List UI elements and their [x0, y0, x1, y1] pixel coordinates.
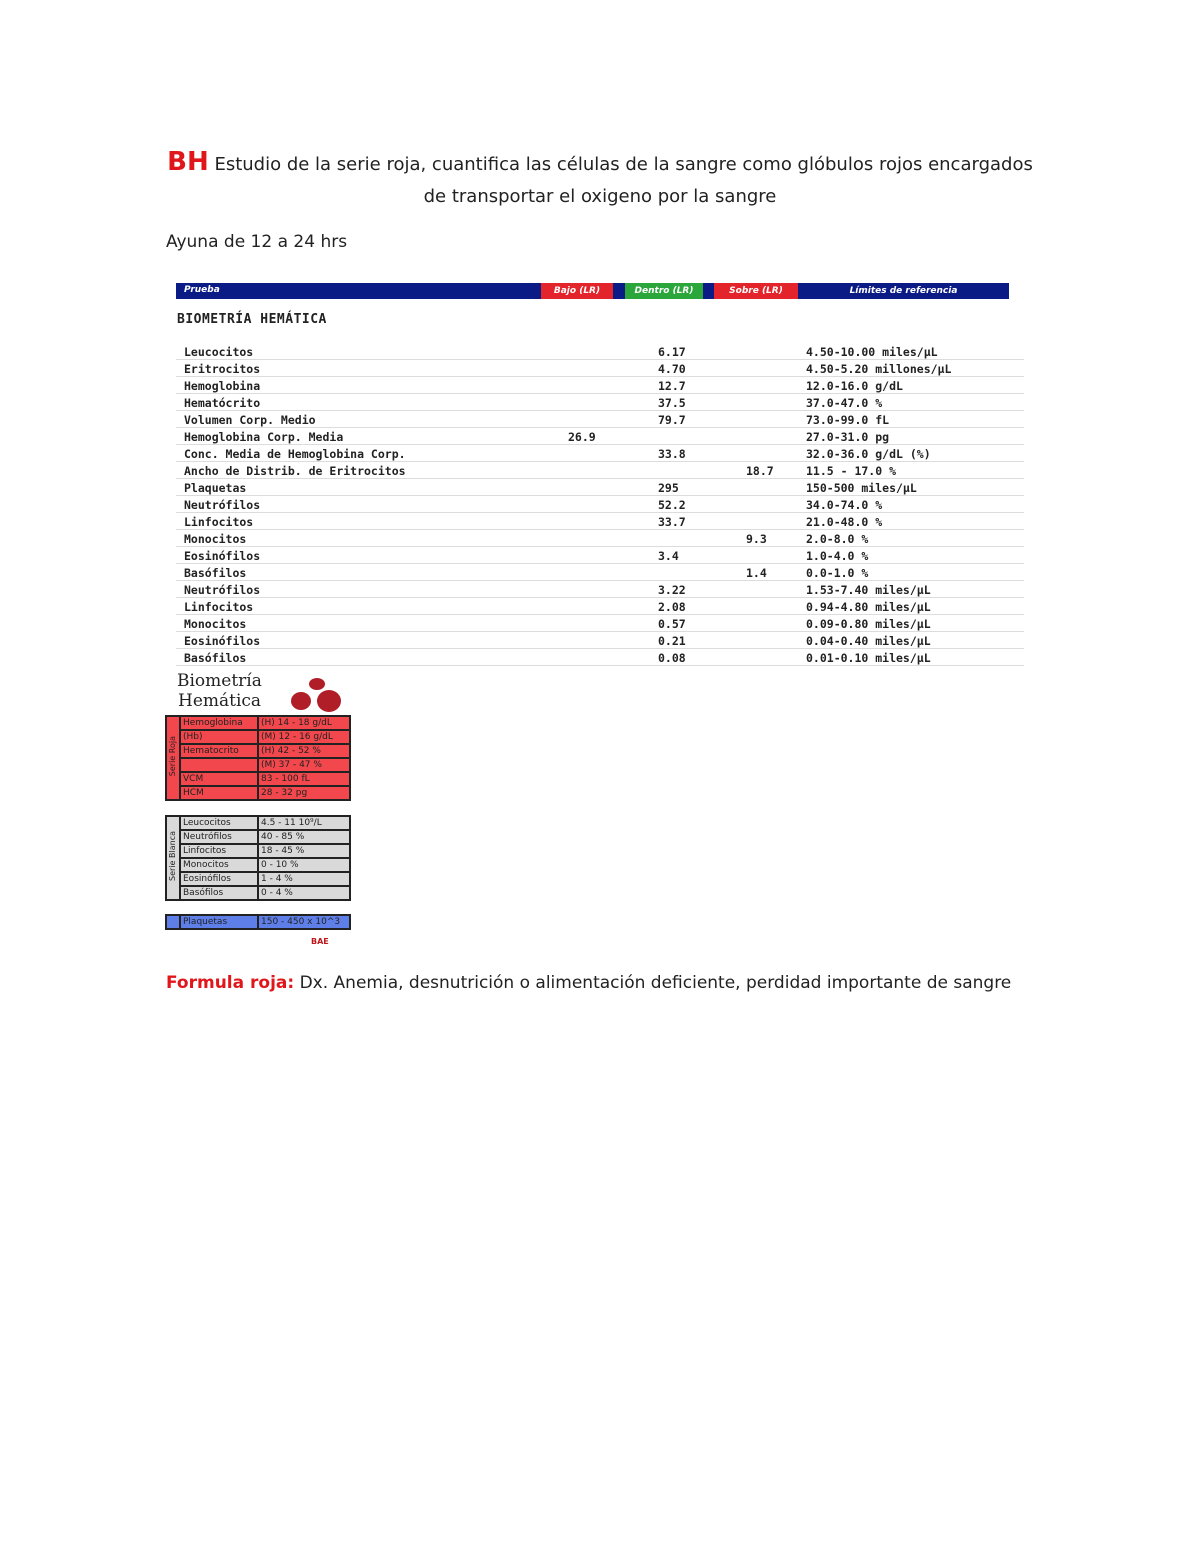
cell-name: Conc. Media de Hemoglobina Corp.	[184, 447, 406, 461]
card-title-line2: Hemática	[178, 691, 262, 711]
cell-lim: 32.0-36.0 g/dL (%)	[806, 447, 931, 461]
report-row	[176, 564, 1024, 581]
cell-name: Eosinófilos	[184, 634, 261, 648]
ref-test-name: Basófilos	[180, 886, 258, 900]
ref-test-name: Hematocrito	[180, 744, 258, 758]
cell-lim: 0.04-0.40 miles/µL	[806, 634, 931, 648]
section-title: BIOMETRÍA HEMÁTICA	[177, 312, 327, 327]
report-row	[176, 547, 1024, 564]
report-row	[176, 581, 1024, 598]
ref-test-range: 28 - 32 pg	[258, 786, 350, 800]
cell-name: Neutrófilos	[184, 583, 261, 597]
cell-name: Linfocitos	[184, 600, 254, 614]
cell-dentro: 79.7	[658, 413, 686, 427]
cell-lim: 34.0-74.0 %	[806, 498, 883, 512]
report-row	[176, 411, 1024, 428]
cell-bajo: 26.9	[568, 430, 596, 444]
header-dentro: Dentro (LR)	[625, 283, 703, 299]
cell-dentro: 295	[658, 481, 679, 495]
report-header-bar	[176, 283, 1009, 299]
formula-label: Formula roja:	[166, 973, 295, 993]
cell-dentro: 52.2	[658, 498, 686, 512]
report-row	[176, 462, 1024, 479]
cell-lim: 12.0-16.0 g/dL	[806, 379, 903, 393]
report-rows	[176, 343, 1024, 666]
series-side-label: Serie Blanca	[166, 816, 180, 900]
ref-test-name: Eosinófilos	[180, 872, 258, 886]
report-row	[176, 445, 1024, 462]
platelets-table	[165, 914, 351, 930]
cell-dentro: 4.70	[658, 362, 686, 376]
ref-test-range: 40 - 85 %	[258, 830, 350, 844]
cell-dentro: 3.4	[658, 549, 679, 563]
header-limites: Límites de referencia	[849, 286, 958, 296]
cell-dentro: 0.57	[658, 617, 686, 631]
ref-test-range: 150 - 450 x 10^3	[258, 915, 350, 929]
cell-name: Hemoglobina Corp. Media	[184, 430, 344, 444]
cell-dentro: 12.7	[658, 379, 686, 393]
cell-name: Neutrófilos	[184, 498, 261, 512]
cell-dentro: 3.22	[658, 583, 686, 597]
ref-test-name: Neutrófilos	[180, 830, 258, 844]
report-row	[176, 479, 1024, 496]
cell-lim: 4.50-10.00 miles/µL	[806, 345, 938, 359]
cell-lim: 0.09-0.80 miles/µL	[806, 617, 931, 631]
ref-test-name: Plaquetas	[180, 915, 258, 929]
cell-lim: 0.94-4.80 miles/µL	[806, 600, 931, 614]
card-title-line1: Biometría	[177, 671, 262, 691]
cell-name: Eosinófilos	[184, 549, 261, 563]
ref-test-range: (M) 37 - 47 %	[258, 758, 350, 772]
card-signature: BAE	[311, 937, 329, 946]
cell-dentro: 0.08	[658, 651, 686, 665]
report-row	[176, 496, 1024, 513]
ref-test-name: Linfocitos	[180, 844, 258, 858]
report-row	[176, 530, 1024, 547]
series-side-label: Serie Roja	[166, 716, 180, 800]
report-row	[176, 513, 1024, 530]
report-row	[176, 598, 1024, 615]
cell-lim: 4.50-5.20 millones/µL	[806, 362, 952, 376]
ref-test-range: 0 - 4 %	[258, 886, 350, 900]
ref-test-name	[180, 758, 258, 772]
ref-test-name: Monocitos	[180, 858, 258, 872]
cell-name: Monocitos	[184, 532, 247, 546]
cell-lim: 150-500 miles/µL	[806, 481, 917, 495]
lab-report	[176, 283, 1024, 665]
formula-roja-note	[166, 973, 1011, 993]
header-bajo: Bajo (LR)	[541, 283, 613, 299]
cell-name: Leucocitos	[184, 345, 254, 359]
cell-name: Ancho de Distrib. de Eritrocitos	[184, 464, 406, 478]
cell-sobre: 18.7	[746, 464, 774, 478]
ref-test-range: 0 - 10 %	[258, 858, 350, 872]
cell-lim: 11.5 - 17.0 %	[806, 464, 897, 478]
cell-dentro: 6.17	[658, 345, 686, 359]
ref-test-range: (M) 12 - 16 g/dL	[258, 730, 350, 744]
report-row	[176, 632, 1024, 649]
blood-cells-icon	[289, 678, 345, 714]
cell-name: Monocitos	[184, 617, 247, 631]
fasting-note: Ayuna de 12 a 24 hrs	[166, 232, 348, 252]
ref-test-name: Leucocitos	[180, 816, 258, 830]
red-series-table	[165, 715, 351, 801]
report-row	[176, 343, 1024, 360]
header-sobre: Sobre (LR)	[714, 283, 798, 299]
cell-sobre: 9.3	[746, 532, 767, 546]
cell-lim: 37.0-47.0 %	[806, 396, 883, 410]
ref-test-range: 83 - 100 fL	[258, 772, 350, 786]
cell-name: Basófilos	[184, 651, 247, 665]
ref-test-range: 4.5 - 11 10⁹/L	[258, 816, 350, 830]
cell-lim: 27.0-31.0 pg	[806, 430, 890, 444]
ref-test-range: 18 - 45 %	[258, 844, 350, 858]
cell-dentro: 33.8	[658, 447, 686, 461]
cell-name: Hemoglobina	[184, 379, 261, 393]
report-row	[176, 615, 1024, 632]
report-row	[176, 428, 1024, 445]
cell-name: Volumen Corp. Medio	[184, 413, 316, 427]
ref-test-name: HCM	[180, 786, 258, 800]
cell-lim: 0.0-1.0 %	[806, 566, 869, 580]
cell-name: Linfocitos	[184, 515, 254, 529]
ref-test-range: (H) 42 - 52 %	[258, 744, 350, 758]
ref-test-range: 1 - 4 %	[258, 872, 350, 886]
cell-name: Eritrocitos	[184, 362, 261, 376]
cell-lim: 73.0-99.0 fL	[806, 413, 890, 427]
bh-abbreviation: BH	[167, 147, 209, 177]
cell-name: Basófilos	[184, 566, 247, 580]
formula-text: Dx. Anemia, desnutrición o alimentación deficiente, perdidad importante de sangre	[294, 973, 1012, 993]
cell-sobre: 1.4	[746, 566, 767, 580]
report-row	[176, 360, 1024, 377]
cell-lim: 1.0-4.0 %	[806, 549, 869, 563]
white-series-table	[165, 815, 351, 901]
cell-lim: 1.53-7.40 miles/µL	[806, 583, 931, 597]
ref-test-range: (H) 14 - 18 g/dL	[258, 716, 350, 730]
ref-test-name: VCM	[180, 772, 258, 786]
cell-dentro: 2.08	[658, 600, 686, 614]
cell-lim: 0.01-0.10 miles/µL	[806, 651, 931, 665]
cell-name: Hematócrito	[184, 396, 261, 410]
intro-paragraph	[160, 146, 1040, 213]
intro-text: Estudio de la serie roja, cuantifica las células de la sangre como glóbulos rojos encargados de transportar el oxigeno por la sangre	[208, 154, 1033, 207]
cell-lim: 21.0-48.0 %	[806, 515, 883, 529]
cell-lim: 2.0-8.0 %	[806, 532, 869, 546]
report-row	[176, 649, 1024, 666]
cell-dentro: 33.7	[658, 515, 686, 529]
cell-dentro: 0.21	[658, 634, 686, 648]
card-title	[177, 671, 262, 711]
cell-dentro: 37.5	[658, 396, 686, 410]
reference-card	[165, 671, 355, 951]
ref-test-name: (Hb)	[180, 730, 258, 744]
report-row	[176, 377, 1024, 394]
cell-name: Plaquetas	[184, 481, 247, 495]
series-side-label	[166, 915, 180, 929]
ref-test-name: Hemoglobina	[180, 716, 258, 730]
header-prueba: Prueba	[184, 285, 220, 295]
report-row	[176, 394, 1024, 411]
